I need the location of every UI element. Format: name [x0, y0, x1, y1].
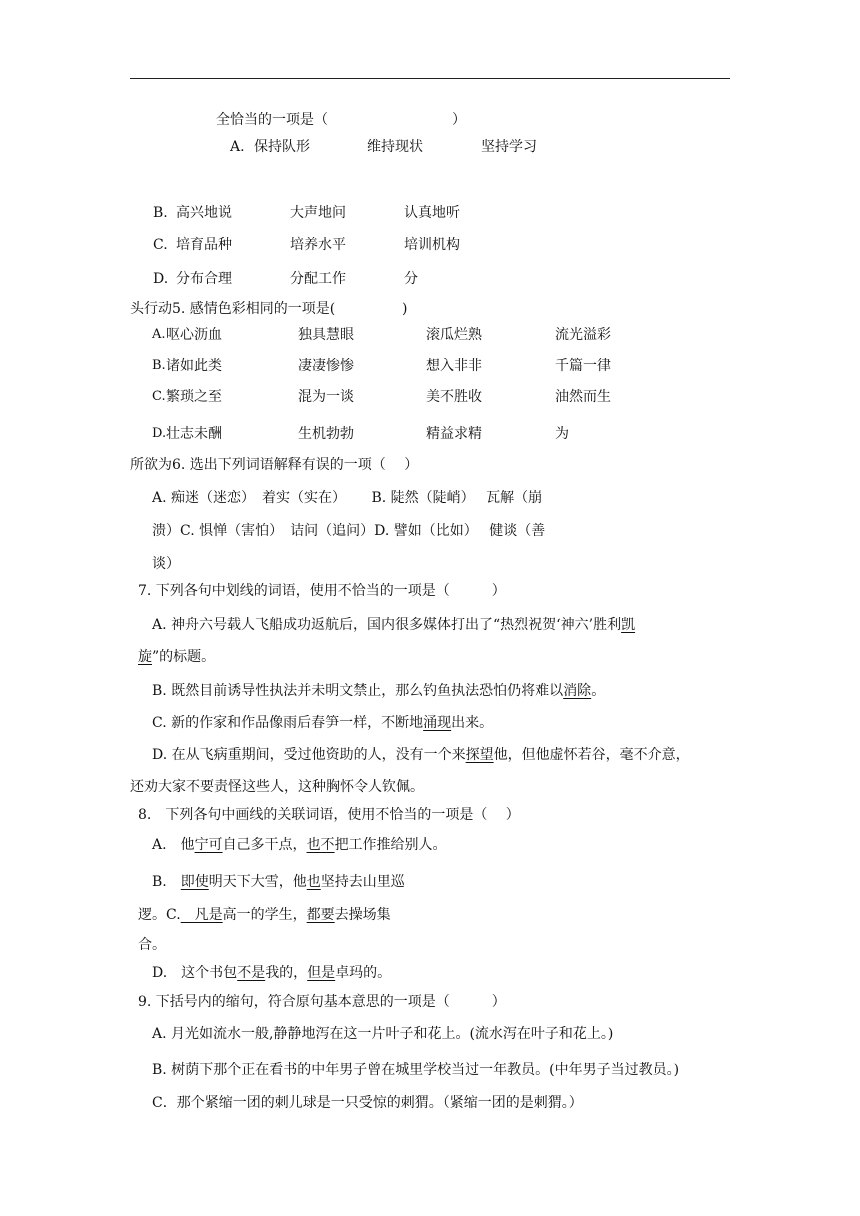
q4-option-a-label: A. [230, 139, 245, 155]
q5-option-d-word3: 精益求精 [426, 426, 482, 442]
q8-option-bc-line: 逻。C. 凡是高一的学生，都要去操场集 [138, 907, 391, 923]
q5-option-b-word4: 千篇一律 [555, 358, 611, 374]
q8-stem: 8. 下列各句中画线的关联词语，使用不恰当的一项是（ ） [138, 807, 520, 823]
q7-option-d-line1: D. 在从飞病重期间，受过他资助的人，没有一个来探望他，但他虚怀若谷，毫不介意， [152, 747, 690, 763]
q4-option-b-word1: 高兴地说 [176, 205, 232, 221]
q8-underlined-connective: 都要 [306, 907, 335, 923]
q7-underlined-word: 凯 [621, 617, 636, 633]
q6-line1: A. 痴迷（迷恋） 着实（实在） B. 陡然（陡峭） 瓦解（崩 [152, 490, 543, 506]
q8-underlined-connective: 但是 [307, 965, 336, 981]
q4-option-c-word2: 培养水平 [290, 237, 346, 253]
q5-option-c-label: C. [152, 389, 166, 404]
q7-option-b: B. 既然目前诱导性执法并未明文禁止，那么钓鱼执法恐怕仍将难以消除。 [152, 683, 606, 699]
q5-option-c-word1: 繁琐之至 [166, 389, 222, 405]
q7-underlined-word: 涌现 [423, 715, 452, 731]
q5-option-b-label: B. [152, 358, 166, 373]
q7-underlined-word: 消除 [563, 683, 592, 699]
q6-line3: 谈） [152, 556, 180, 572]
q9-stem: 9. 下括号内的缩句，符合原句基本意思的一项是（ ） [138, 994, 506, 1010]
q5-option-c-word3: 美不胜收 [426, 389, 482, 405]
q6-stem: 所欲为6. 选出下列词语解释有误的一项（ ） [130, 457, 419, 473]
header-rule [130, 78, 730, 79]
q5-option-a-word3: 滚瓜烂熟 [426, 327, 482, 343]
q4-option-a-word3: 坚持学习 [481, 139, 537, 155]
q5-option-a-word1: 呕心沥血 [166, 327, 222, 343]
q9-option-c: C．那个紧缩一团的刺儿球是一只受惊的刺猬。（紧缩一团的是刺猬。） [152, 1095, 583, 1111]
q7-stem: 7. 下列各句中划线的词语，使用不恰当的一项是（ ） [138, 583, 506, 599]
q5-option-a-label: A. [152, 327, 166, 342]
q8-option-d: D. 这个书包不是我的，但是卓玛的。 [152, 965, 392, 981]
q5-option-d-word1: 壮志未酬 [166, 426, 222, 442]
q6-line2: 溃）C. 惧惮（害怕） 诘问（追问）D. 譬如（比如） 健谈（善 [152, 523, 546, 539]
q4-option-b-word3: 认真地听 [404, 205, 460, 221]
q4-option-d-label: D. [153, 271, 169, 287]
q7-option-a-line1: A. 神舟六号载人飞船成功返航后，国内很多媒体打出了“热烈祝贺‘神六’胜利凯 [152, 617, 636, 633]
q5-option-b-word1: 诸如此类 [166, 358, 222, 374]
q4-option-b-label: B. [153, 205, 168, 221]
q4-option-d-word3: 分 [404, 271, 418, 287]
q4-stem-tail: 全恰当的一项是（ [216, 112, 328, 128]
q7-option-a-line2: 旋”的标题。 [138, 649, 216, 665]
q8-underlined-connective: 即使 [180, 874, 209, 890]
q7-underlined-word: 旋 [138, 649, 152, 665]
q8-underlined-connective: 宁可 [194, 837, 223, 853]
q4-option-a-word2: 维持现状 [367, 139, 423, 155]
q5-option-a-word2: 独具慧眼 [298, 327, 354, 343]
q8-underlined-connective: 也不 [306, 837, 335, 853]
q4-option-a-word1: 保持队形 [254, 139, 310, 155]
q5-option-d-label: D. [152, 426, 167, 441]
q8-underlined-connective: 也 [306, 874, 321, 890]
q8-underlined-connective: 不是 [237, 965, 266, 981]
q5-option-b-word2: 凄凄惨惨 [298, 358, 354, 374]
q8-option-c-end: 合。 [138, 937, 166, 953]
q7-underlined-word: 探望 [465, 747, 494, 763]
q9-option-b: B. 树荫下那个正在看书的中年男子曾在城里学校当过一年教员。(中年男子当过教员。) [152, 1062, 680, 1078]
q4-option-d-word1: 分布合理 [176, 271, 232, 287]
q5-option-d-word4: 为 [555, 426, 569, 442]
q5-option-c-word2: 混为一谈 [298, 389, 354, 405]
q5-option-b-word3: 想入非非 [426, 358, 482, 374]
q4-option-d-word2: 分配工作 [290, 271, 346, 287]
q5-option-d-word2: 生机勃勃 [298, 426, 354, 442]
q8-option-a: A. 他宁可自己多干点，也不把工作推给别人。 [152, 837, 447, 853]
q5-option-a-word4: 流光溢彩 [555, 327, 611, 343]
q4-stem-close: ） [452, 112, 466, 128]
q7-option-d-line2: 还劝大家不要责怪这些人，这种胸怀令人钦佩。 [130, 779, 424, 795]
q8-underlined-connective: 凡是 [180, 907, 223, 923]
q4-option-c-label: C. [153, 237, 168, 253]
q4-option-c-word3: 培训机构 [404, 237, 460, 253]
q5-stem: 头行动5. 感情色彩相同的一项是( [130, 301, 336, 317]
q8-option-b: B. 即使明天下大雪，他也坚持去山里巡 [152, 874, 405, 890]
q9-option-a: A. 月光如流水一般,静静地泻在这一片叶子和花上。(流水泻在叶子和花上。) [152, 1026, 614, 1042]
q5-stem-close: ) [402, 301, 408, 317]
q4-option-b-word2: 大声地问 [290, 205, 346, 221]
q5-option-c-word4: 油然而生 [555, 389, 611, 405]
q4-option-c-word1: 培育品种 [176, 237, 232, 253]
q7-option-c: C. 新的作家和作品像雨后春笋一样，不断地涌现出来。 [152, 715, 494, 731]
